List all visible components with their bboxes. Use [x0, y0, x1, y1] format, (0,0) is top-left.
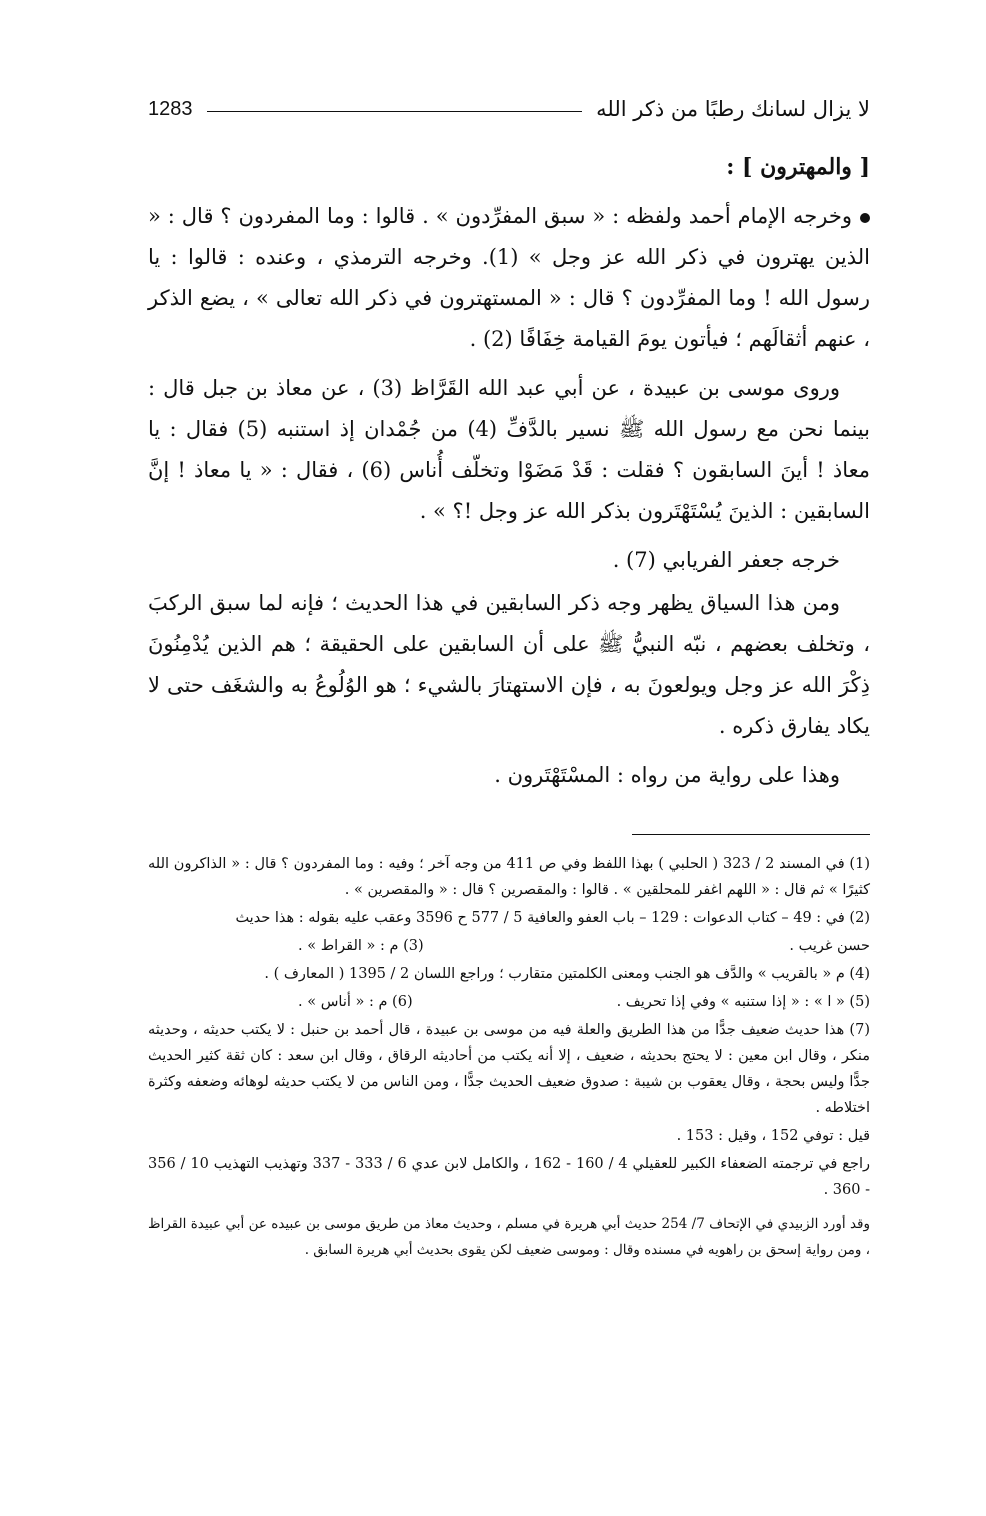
footnote-row-5-6	[148, 989, 870, 1015]
footnote-row-2-3	[148, 933, 870, 959]
page-number: 1283	[148, 98, 193, 120]
paragraph-3: خرجه جعفر الفريابي (7) .	[612, 548, 840, 572]
footnote-6: (6) م : « أناس » .	[298, 994, 413, 1010]
paragraph-1-text: وخرجه الإمام أحمد ولفظه : « سبق المفرِّدون » . قالوا : وما المفردون ؟ قال : « الذين يهترون في ذكر الله عز وجل » (1). وخرجه الترمذي ، وعنده : قالوا : يا رسول الله ! وما المفرِّدون ؟ قال : « المستهترون في ذكر الله تعالى » ، يضع الذكر ، عنهم أثقالَهم ؛ فيأتون يومَ القيامة خِفَافًا (2) .	[148, 204, 871, 351]
section-heading: [ والمهترون ] :	[726, 154, 870, 180]
paragraph-4: ومن هذا السياق يظهر وجه ذكر السابقين في هذا الحديث ؛ فإنه لما سبق الركبَ ، وتخلف بعضهم ، نبّه النبيُّ ﷺ على أن السابقين على الحقيقة ؛ هم الذين يُدْمِنُونَ ذِكْرَ الله عز وجل ويولعونَ به ، فإن الاستهتارَ بالشيء ؛ هو الوُلُوعُ به والشغَف حتى لا يكاد يفارق ذكره .	[148, 591, 870, 738]
running-header	[148, 92, 870, 126]
bullet-icon	[860, 213, 870, 223]
footnote-5: (5) « ا » : « إذا ستنبه » وفي إذا تحريف .	[616, 994, 870, 1010]
footnote-4: (4) م « بالقريب » والدَّف هو الجنب ومعنى الكلمتين متقارب ؛ وراجع اللسان 2 / 1395 ( المعارف ) .	[264, 966, 870, 982]
paragraph-5: وهذا على رواية من رواه : المسْتَهْتَرون .	[494, 763, 840, 787]
footnotes	[148, 851, 870, 1263]
footnote-separator	[632, 834, 870, 835]
book-page	[148, 92, 870, 1502]
running-title: لا يزال لسانك رطبًا من ذكر الله	[596, 97, 870, 121]
footnote-7-death: قيل : توفي 152 ، وقيل : 153 .	[676, 1128, 870, 1144]
footnote-2-end: حسن غريب .	[789, 938, 870, 954]
paragraph-2: وروى موسى بن عبيدة ، عن أبي عبد الله القَرَّاظ (3) ، عن معاذ بن جبل قال : بينما نحن مع رسول الله ﷺ نسير بالدَّفِّ (4) من جُمْدان إذ استنبه (5) فقال : يا معاذ ! أينَ السابقون ؟ فقلت : قَدْ مَضَوْا وتخلّف أُناس (6) ، فقال : « يا معاذ ! إنَّ السابقين : الذينَ يُسْتَهْتَرون بذكر الله عز وجل !؟ » .	[148, 376, 871, 523]
header-rule	[207, 111, 583, 112]
footnote-7-extra: وقد أورد الزبيدي في الإتحاف 7/ 254 حديث أبي هريرة في مسلم ، وحديث معاذ من طريق موسى بن عبيده عن أبي عبيدة القراظ ، ومن رواية إسحق بن راهويه في مسنده وقال : وموسى ضعيف لكن يقوى بحديث أبي هريرة السابق .	[148, 1216, 871, 1258]
footnote-1: (1) في المسند 2 / 323 ( الحلبي ) بهذا اللفظ وفي ص 411 من وجه آخر ؛ وفيه : وما المفردون ؟ قال : « الذاكرون الله كثيرًا » ثم قال : « اللهم اغفر للمحلقين » . قالوا : والمقصرين ؟ قال : « والمقصرين » .	[148, 856, 870, 898]
footnote-2: (2) في : 49 – كتاب الدعوات : 129 – باب العفو والعافية 5 / 577 ح 3596 وعقب عليه بقوله : هذا حديث	[235, 910, 870, 926]
footnote-7-refs: راجع في ترجمته الضعفاء الكبير للعقيلي 4 / 160 - 162 ، والكامل لابن عدي 6 / 333 - 337 وتهذيب التهذيب 10 / 356 - 360 .	[148, 1156, 870, 1198]
paragraph-1	[148, 196, 870, 360]
footnote-7: (7) هذا حديث ضعيف جدًّا من هذا الطريق والعلة فيه من موسى بن عبيدة ، قال أحمد بن حنبل : لا يكتب حديثه ، وحديثه منكر ، وقال ابن معين : لا يحتج بحديثه ، ضعيف ، إلا أنه يكتب من أحاديثه الرقاق ، وقال ابن سعد : كان ثقة كثير الحديث جدًّا وليس بحجة ، وقال يعقوب بن شيبة : صدوق ضعيف الحديث جدًّا ، ومن الناس من لا يكتب حديثه لوهائه وضعفه وكثرة اختلاطه .	[148, 1022, 870, 1116]
footnote-3: (3) م : « القراط » .	[298, 938, 424, 954]
main-text	[148, 196, 870, 796]
